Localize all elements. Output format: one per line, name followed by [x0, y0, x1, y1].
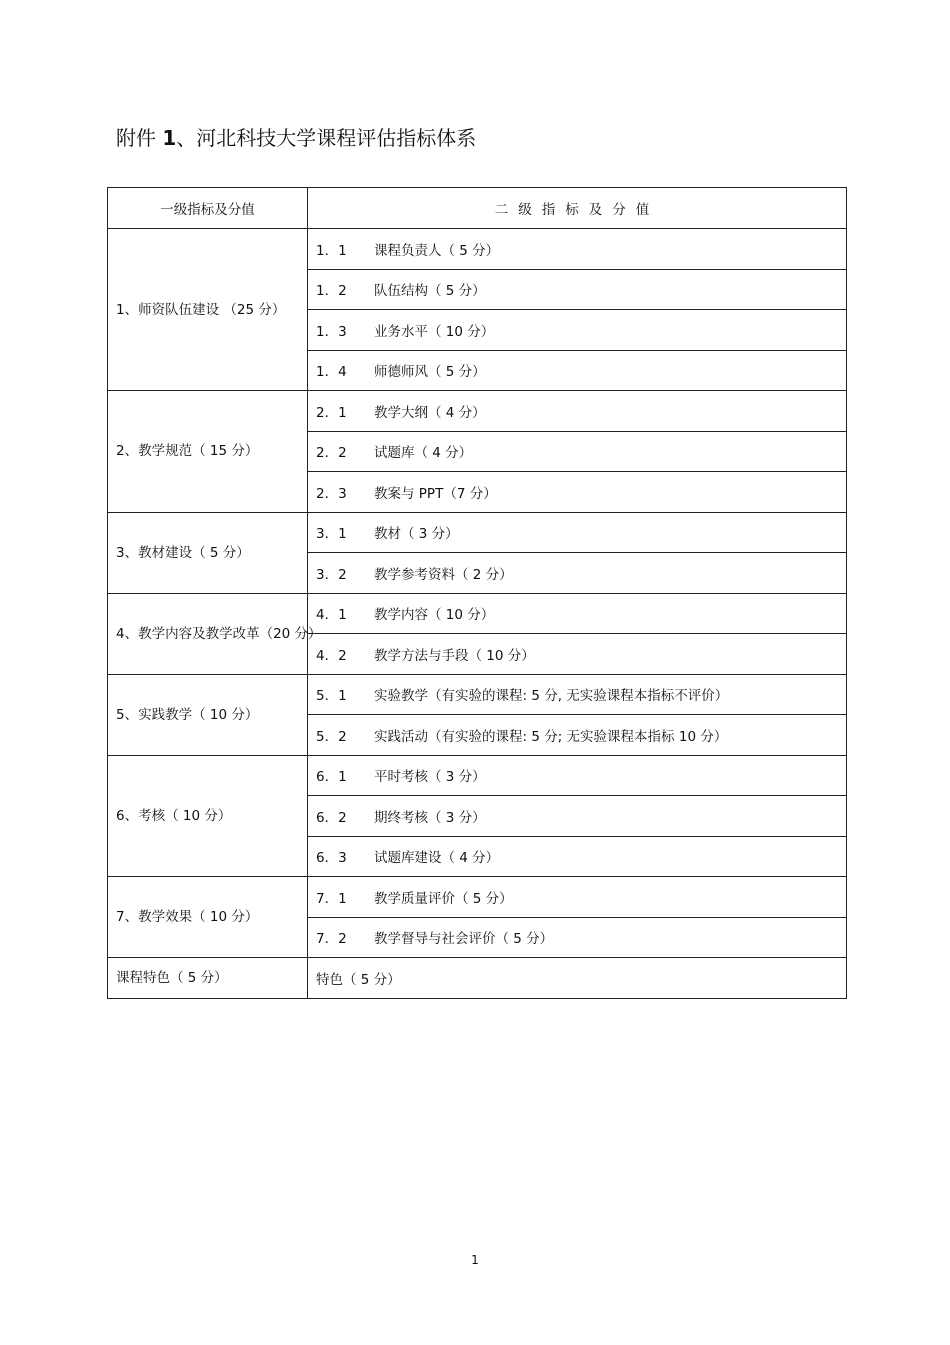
- secondary-index-text: 师德师风（ 5 分）: [374, 364, 486, 381]
- primary-index-cell: 6、考核（ 10 分）: [108, 755, 308, 877]
- secondary-index-cell: [308, 877, 847, 918]
- primary-index-cell: 4、教学内容及教学改革（20 分）: [108, 593, 308, 674]
- secondary-index-number: 2．1: [316, 404, 347, 421]
- secondary-index-text: 教学参考资料（ 2 分）: [374, 566, 513, 583]
- table-row: [108, 877, 847, 918]
- secondary-index-number: 6．1: [316, 769, 347, 786]
- secondary-index-number: 6．3: [316, 850, 347, 867]
- secondary-index-text: 特色（ 5 分）: [316, 971, 401, 988]
- secondary-index-text: 教材（ 3 分）: [374, 526, 459, 543]
- secondary-index-cell: [308, 553, 847, 594]
- secondary-index-cell: [308, 472, 847, 513]
- table-row: [108, 674, 847, 715]
- table-row: [108, 755, 847, 796]
- secondary-index-text: 课程负责人（ 5 分）: [374, 242, 500, 259]
- table-row: [108, 229, 847, 270]
- secondary-index-text: 教学大纲（ 4 分）: [374, 404, 486, 421]
- secondary-index-cell: [308, 229, 847, 270]
- secondary-index-cell: [308, 310, 847, 351]
- table-row: [108, 512, 847, 553]
- secondary-index-number: 5．1: [316, 688, 347, 705]
- page-number: 1: [471, 1253, 479, 1267]
- primary-index-cell: 3、教材建设（ 5 分）: [108, 512, 308, 593]
- secondary-index-cell: [308, 755, 847, 796]
- secondary-index-text: 教案与 PPT（7 分）: [374, 485, 497, 502]
- secondary-index-number: 4．2: [316, 647, 347, 664]
- secondary-index-number: 2．2: [316, 445, 347, 462]
- secondary-index-cell: [308, 796, 847, 837]
- secondary-index-text: 业务水平（ 10 分）: [374, 323, 495, 340]
- secondary-index-number: 2．3: [316, 485, 347, 502]
- table-row: [108, 391, 847, 432]
- secondary-index-cell: [308, 391, 847, 432]
- secondary-index-number: 1．1: [316, 242, 347, 259]
- secondary-index-cell: [308, 634, 847, 675]
- primary-index-cell: 2、教学规范（ 15 分）: [108, 391, 308, 513]
- header-primary-index: 一级指标及分值: [108, 188, 308, 229]
- secondary-index-text: 教学方法与手段（ 10 分）: [374, 647, 535, 664]
- secondary-index-cell: [308, 350, 847, 391]
- secondary-index-text: 试题库（ 4 分）: [374, 445, 473, 462]
- secondary-index-cell: [308, 269, 847, 310]
- secondary-index-number: 1．4: [316, 364, 347, 381]
- secondary-index-cell: [308, 836, 847, 877]
- title-text: 、河北科技大学课程评估指标体系: [176, 126, 477, 150]
- secondary-index-text: 实践活动（有实验的课程: 5 分; 无实验课程本指标 10 分）: [374, 728, 728, 745]
- primary-index-cell: 1、师资队伍建设 （25 分）: [108, 229, 308, 391]
- header-secondary-index: 二级指标及分值: [308, 188, 847, 229]
- secondary-index-cell: [308, 958, 847, 999]
- secondary-index-text: 队伍结构（ 5 分）: [374, 283, 486, 300]
- primary-index-cell: 5、实践教学（ 10 分）: [108, 674, 308, 755]
- secondary-index-number: 1．2: [316, 283, 347, 300]
- index-table: [107, 187, 847, 999]
- secondary-index-number: 3．2: [316, 566, 347, 583]
- secondary-index-cell: [308, 593, 847, 634]
- secondary-index-number: 5．2: [316, 728, 347, 745]
- table-row: [108, 958, 847, 999]
- secondary-index-cell: [308, 917, 847, 958]
- secondary-index-number: 7．1: [316, 890, 347, 907]
- secondary-index-number: 6．2: [316, 809, 347, 826]
- title-number: 1: [162, 126, 177, 150]
- secondary-index-cell: [308, 715, 847, 756]
- index-table-body: [108, 188, 847, 999]
- table-header-row: [108, 188, 847, 229]
- secondary-index-number: 4．1: [316, 607, 347, 624]
- secondary-index-number: 1．3: [316, 323, 347, 340]
- primary-index-cell: 7、教学效果（ 10 分）: [108, 877, 308, 958]
- primary-index-cell: 课程特色（ 5 分）: [108, 958, 308, 999]
- title-prefix: 附件: [116, 126, 163, 150]
- secondary-index-text: 平时考核（ 3 分）: [374, 769, 486, 786]
- table-row: [108, 593, 847, 634]
- secondary-index-cell: [308, 674, 847, 715]
- secondary-index-text: 教学内容（ 10 分）: [374, 607, 495, 624]
- secondary-index-text: 教学质量评价（ 5 分）: [374, 890, 513, 907]
- document-title: [116, 122, 476, 151]
- secondary-index-text: 期终考核（ 3 分）: [374, 809, 486, 826]
- secondary-index-cell: [308, 512, 847, 553]
- secondary-index-number: 7．2: [316, 931, 347, 948]
- secondary-index-text: 实验教学（有实验的课程: 5 分, 无实验课程本指标不评价）: [374, 688, 729, 705]
- secondary-index-text: 教学督导与社会评价（ 5 分）: [374, 931, 554, 948]
- secondary-index-number: 3．1: [316, 526, 347, 543]
- secondary-index-cell: [308, 431, 847, 472]
- secondary-index-text: 试题库建设（ 4 分）: [374, 850, 500, 867]
